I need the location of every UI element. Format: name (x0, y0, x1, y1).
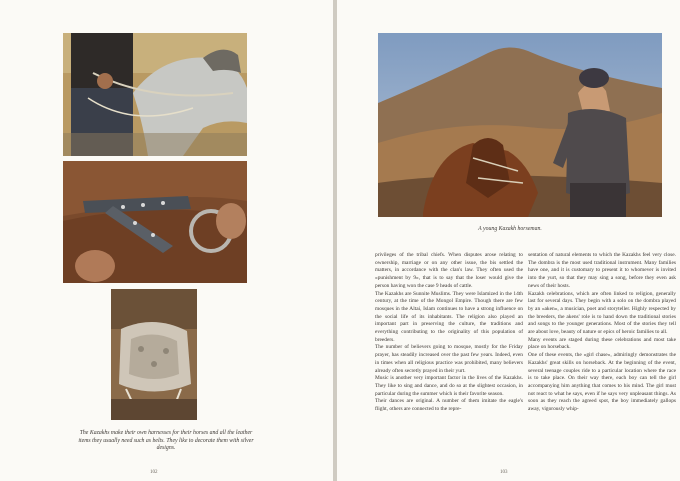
text-column-1 (375, 252, 523, 414)
leather-belt-silver-photo (63, 161, 247, 283)
text-column-2 (528, 252, 676, 414)
paragraph: sentation of natural elements to which the Kazakhs feel very close. The dombra is the most used traditional instrument. Many families have one, and it is customary to present it to whomever is invited into the yurt, so that they may sing a song, before they even ask news of their hosts. (528, 252, 676, 289)
paragraph: Music is another very important factor in the lives of the Kazakhs. They like to sing and dance, and do so at the slightest occasion, in particular during the summer which is their favorite season. (375, 375, 523, 397)
right-page-number: 103 (500, 470, 508, 475)
paragraph: The number of believers going to mosque, mostly for the Friday prayer, has steadily increased over the past few years. Indeed, even in times when all religious practice was prohibited, many believers already often secretly prayed in their yurt. (375, 344, 523, 374)
paragraph: Many events are staged during these celebrations and most take place on horseback. (528, 336, 676, 351)
paragraph: Their dances are original. A number of them imitate the eagle's flight, others are connected to the repre- (375, 398, 523, 413)
paragraph: One of these events, the «girl chase», admiringly demonstrates the Kazakhs' great skills on horseback. At the beginning of the event, several teenage couples ride to a particular location where the race is to take place. On their way there, each boy can tell the girl accompanying him anything that comes to his mind. The girl must not react to what he says, even if he says very unpleasant things. As soon as they reach the agreed spot, the boy immediately gallops away, vigorously whip- (528, 352, 676, 413)
rider-holding-reins-photo (63, 33, 247, 156)
left-page (0, 0, 333, 481)
young-kazakh-horseman-photo (378, 33, 662, 217)
decorated-saddle-photo (111, 289, 197, 420)
left-page-number: 102 (150, 470, 158, 475)
right-photo-caption: A young Kazakh horseman. (478, 226, 542, 232)
paragraph: Kazakh celebrations, which are often linked to religion, generally last for several days. They begin with a solo on the dombra played by an «aken», a musician, poet and storyteller. Highly respected by the breeders, the akens' role is to hand down the traditional stories and songs to the younger generations. Most of the stories they tell are about love, beauty of nature or epics of heroic families to all. (528, 290, 676, 336)
left-photo-caption: The Kazakhs make their own harnesses for their horses and all the leather items they usually need such as belts. They like to decorate them with silver designs. (78, 430, 254, 452)
paragraph: privileges of the tribal chiefs. When disputes arose relating to ownership, marriage or on any other issue, the bis settled the matters, in accordance with the clan's law. They often used the «punishment by 9», that is to say that the loser would give the person having won the case 9 heads of cattle. (375, 252, 523, 289)
paragraph: The Kazakhs are Sunnite Muslims. They were Islamized in the 14th century, at the time of the Mongol Empire. Though there are few mosques in the Altai, Islam continues to have a strong influence on the social life of its inhabitants. The religion also played an important part in preserving the culture, the traditions and everything contributing to the originality of this population of breeders. (375, 290, 523, 343)
